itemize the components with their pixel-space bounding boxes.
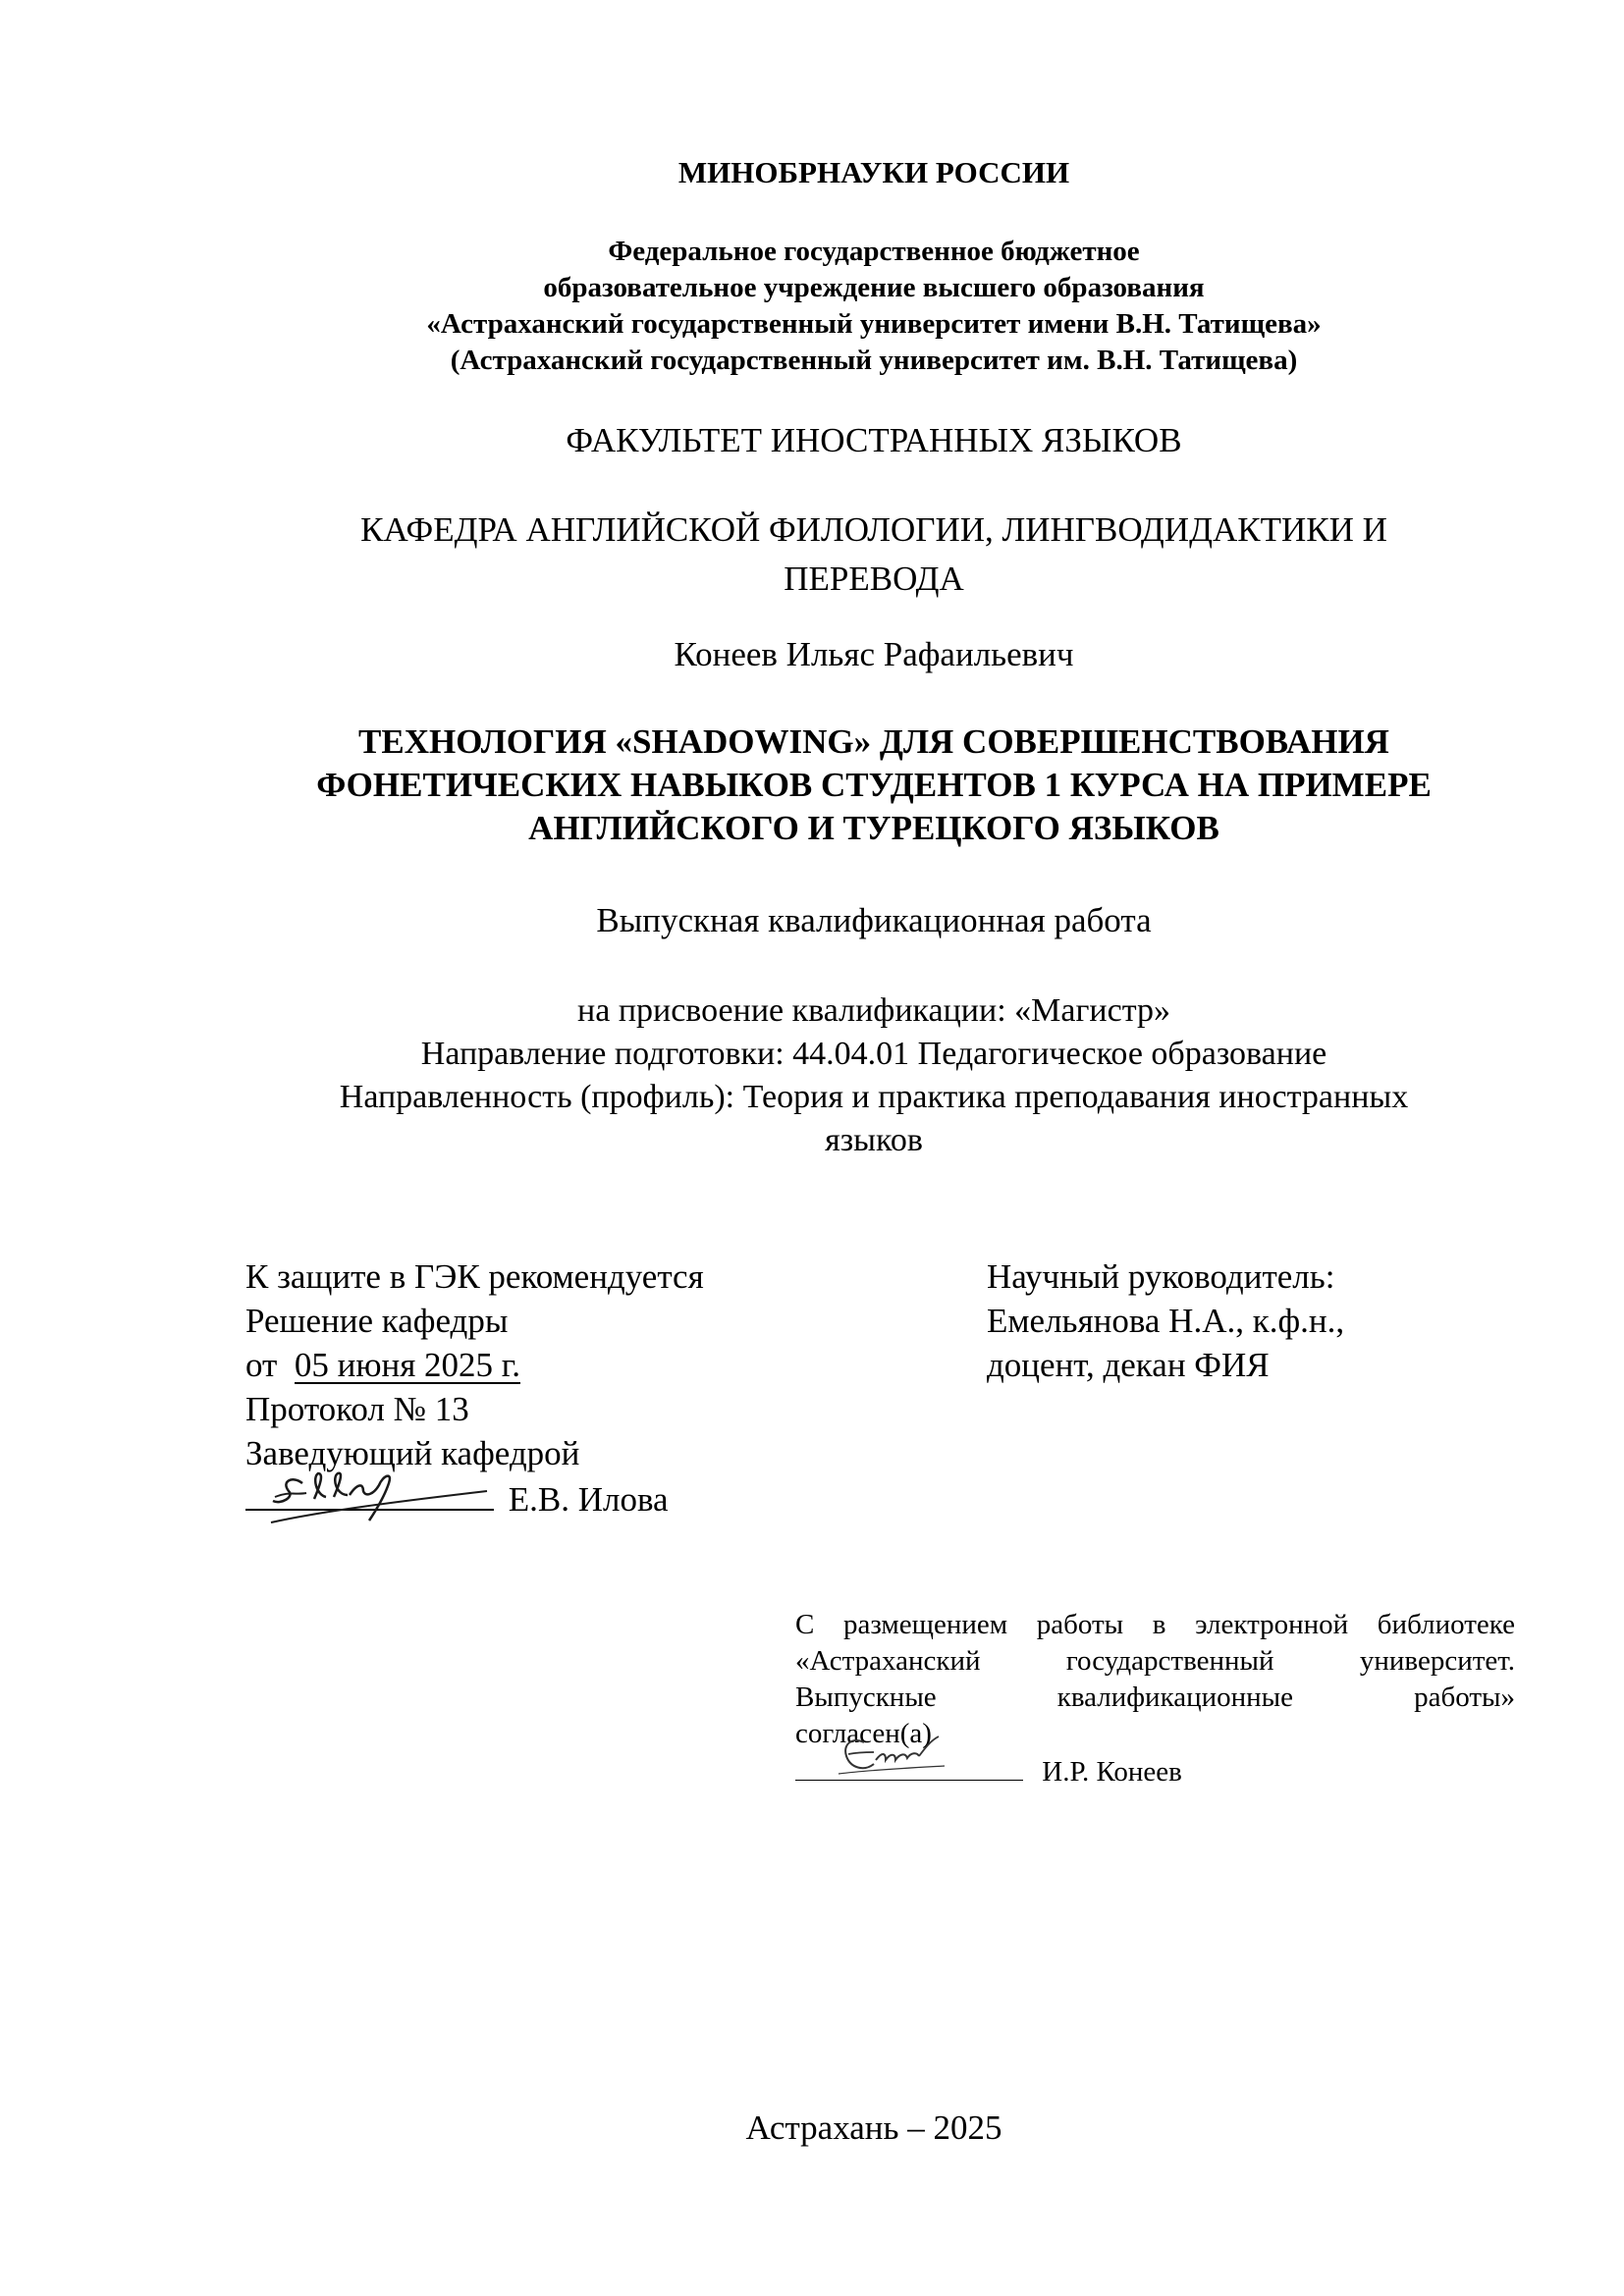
supervisor-label: Научный руководитель: [987,1257,1335,1296]
protocol-number: Протокол № 13 [245,1390,469,1428]
institution-line: «Астраханский государственный университет имени В.Н. Татищева» [426,308,1322,340]
qualification-line: Направление подготовки: 44.04.01 Педагогическое образование [420,1036,1327,1072]
faculty-name: ФАКУЛЬТЕТ ИНОСТРАННЫХ ЯЗЫКОВ [566,421,1182,459]
institution-line: (Астраханский государственный университет им. В.Н. Татищева) [450,345,1298,376]
date-prefix: от [245,1346,278,1384]
handwritten-signature [255,1466,491,1526]
consent-line: «Астраханский государственный университет. [795,1645,1515,1677]
decision-date [245,1343,704,1387]
head-of-department-title: Заведующий кафедрой [245,1434,580,1472]
institution-line: Федеральное государственное бюджетное [608,236,1140,267]
department-line: ПЕРЕВОДА [784,560,964,598]
consent-agree: согласен(а) [795,1718,932,1749]
supervisor-name: Емельянова Н.А., к.ф.н., [987,1302,1345,1340]
institution-name [245,234,1502,379]
author-name: Конеев Ильяс Рафаильевич [674,635,1074,673]
thesis-title [245,721,1502,850]
approval-block [245,1255,704,1522]
title-line: ТЕХНОЛОГИЯ «SHADOWING» ДЛЯ СОВЕРШЕНСТВОВАНИЯ [358,722,1389,761]
qualification-info [245,989,1502,1162]
title-line: АНГЛИЙСКОГО И ТУРЕЦКОГО ЯЗЫКОВ [528,809,1219,847]
consent-signature-line [795,1752,1023,1781]
consent-signature-row [795,1752,1515,1790]
ministry-name: МИНОБРНАУКИ РОССИИ [677,155,1070,189]
consent-line: С размещением работы в электронной библиотеке [795,1609,1515,1640]
head-of-department-name: Е.В. Илова [508,1480,669,1519]
title-line: ФОНЕТИЧЕСКИХ НАВЫКОВ СТУДЕНТОВ 1 КУРСА НА ПРИМЕРЕ [316,766,1432,804]
supervisor-position: доцент, декан ФИЯ [987,1346,1270,1384]
department-name [245,506,1502,604]
recommendation-text: К защите в ГЭК рекомендуется [245,1257,704,1296]
handwritten-signature [831,1731,948,1782]
qualification-line: Направленность (профиль): Теория и практика преподавания иностранных [339,1079,1409,1115]
consent-line: Выпускные квалификационные работы» [795,1682,1515,1713]
consent-signer-name: И.Р. Конеев [1042,1756,1182,1788]
head-signature-row [245,1475,704,1522]
institution-line: образовательное учреждение высшего образования [543,272,1205,303]
date-value: 05 июня 2025 г. [294,1346,520,1384]
department-decision: Решение кафедры [245,1302,509,1340]
library-consent [795,1607,1515,1790]
qualification-line: языков [825,1122,923,1158]
supervisor-block [987,1255,1344,1387]
work-type: Выпускная квалификационная работа [596,901,1152,939]
city-year: Астрахань – 2025 [745,2109,1002,2147]
department-line: КАФЕДРА АНГЛИЙСКОЙ ФИЛОЛОГИИ, ЛИНГВОДИДАКТИКИ И [360,510,1387,549]
signature-line [245,1475,494,1511]
qualification-line: на присвоение квалификации: «Магистр» [577,992,1170,1029]
